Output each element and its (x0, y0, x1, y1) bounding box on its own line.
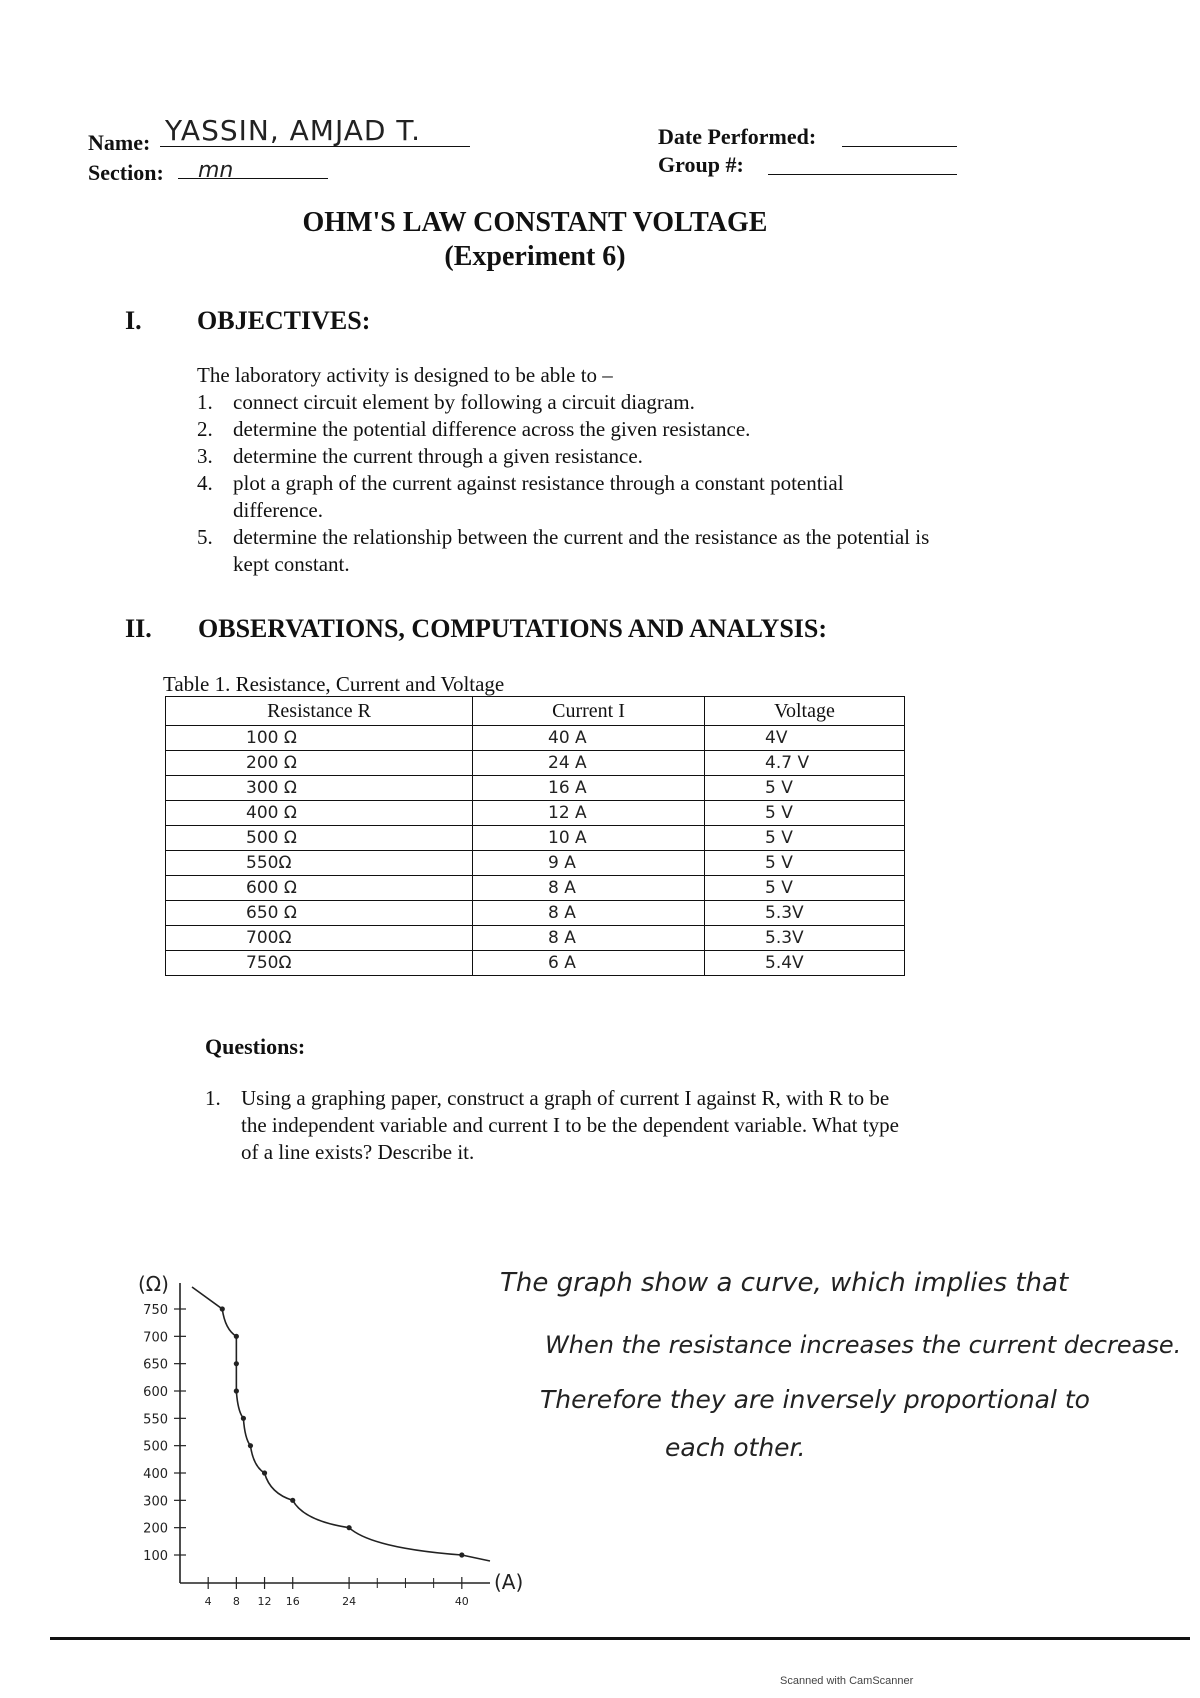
objectives-intro: The laboratory activity is designed to be able to – (197, 363, 613, 387)
col-header-resistance: Resistance R (166, 697, 473, 726)
x-tick-label: 4 (204, 1595, 212, 1608)
table-row: 400 Ω 12 A 5 V (166, 801, 905, 826)
x-unit-label: (A) (494, 1570, 524, 1594)
table-row: 100 Ω 40 A 4V (166, 726, 905, 751)
col-header-voltage: Voltage (705, 697, 905, 726)
data-point (234, 1361, 239, 1366)
objective-item: 4. plot a graph of the current against resistance through a constant potential difference. (197, 471, 844, 522)
y-tick-label: 400 (143, 1467, 168, 1482)
data-point (234, 1334, 239, 1339)
questions-heading: Questions: (205, 1034, 306, 1059)
table-caption: Table 1. Resistance, Current and Voltage (163, 672, 505, 696)
table-row: 300 Ω 16 A 5 V (166, 776, 905, 801)
question-1-text: Using a graphing paper, construct a graph of current I against R, with R to be the independent variable and current I to be the dependent variable. What type of a line exists? Describe it. (241, 1086, 899, 1164)
title-main: OHM'S LAW CONSTANT VOLTAGE (302, 207, 768, 238)
objectives-numeral: I. (125, 306, 142, 335)
objective-item: 5. determine the relationship between the current and the resistance as the potential is kept constant. (197, 525, 930, 576)
table-row: 750Ω 6 A 5.4V (166, 951, 905, 976)
table-row: 500 Ω 10 A 5 V (166, 826, 905, 851)
y-tick-label: 550 (143, 1412, 168, 1428)
x-tick-label: 12 (257, 1595, 272, 1608)
group-label: Group #: (658, 152, 744, 177)
section-label: Section: (88, 160, 164, 185)
question-1-number: 1. (205, 1086, 221, 1110)
group-underline (768, 174, 957, 175)
name-label: Name: (88, 130, 151, 155)
y-tick-label: 300 (143, 1494, 168, 1510)
y-tick-label: 700 (143, 1330, 168, 1346)
x-tick-label: 8 (232, 1595, 240, 1608)
footer-rule (50, 1637, 1190, 1640)
table-row: 550Ω 9 A 5 V (166, 851, 905, 876)
objective-item: 2. determine the potential difference across the given resistance. (197, 417, 751, 441)
section-value: mn (198, 158, 234, 183)
data-point (248, 1443, 253, 1448)
data-point (346, 1525, 351, 1530)
title-sub: (Experiment 6) (444, 241, 626, 272)
objective-item: 3. determine the current through a given resistance. (197, 444, 643, 468)
table-row: 600 Ω 8 A 5 V (166, 876, 905, 901)
y-tick-label: 600 (143, 1385, 168, 1400)
y-tick-label: 500 (143, 1439, 168, 1455)
observations-heading: OBSERVATIONS, COMPUTATIONS AND ANALYSIS: (198, 614, 828, 643)
question-1 (205, 1085, 995, 1166)
scanner-watermark: Scanned with CamScanner (780, 1675, 914, 1687)
answer-line-4: each other. (665, 1433, 806, 1462)
x-tick-label: 24 (342, 1595, 357, 1608)
data-point (241, 1416, 246, 1421)
table-row: 650 Ω 8 A 5.3V (166, 901, 905, 926)
objectives-list (197, 389, 937, 578)
page-title (0, 206, 1070, 274)
y-tick-label: 200 (143, 1521, 168, 1537)
data-point (220, 1306, 225, 1311)
data-point (290, 1498, 295, 1503)
answer-line-1: The graph show a curve, which implies that (500, 1268, 1069, 1298)
objective-item: 1. connect circuit element by following a circuit diagram. (197, 390, 695, 414)
data-point (459, 1552, 464, 1557)
data-point (234, 1388, 239, 1393)
table-row: 200 Ω 24 A 4.7 V (166, 751, 905, 776)
objectives-heading: OBJECTIVES: (197, 306, 371, 335)
answer-line-3: Therefore they are inversely proportional to (540, 1385, 1090, 1414)
date-underline (842, 146, 957, 147)
data-point (262, 1470, 267, 1475)
header (0, 0, 1200, 200)
col-header-current: Current I (473, 697, 705, 726)
table-row: 700Ω 8 A 5.3V (166, 926, 905, 951)
answer-line-2: When the resistance increases the current decrease. (545, 1331, 1182, 1359)
name-value: YASSIN, AMJAD T. (165, 114, 422, 147)
data-table (165, 696, 905, 976)
current-vs-resistance-graph (110, 1245, 550, 1620)
y-tick-label: 100 (143, 1549, 168, 1564)
data-curve (192, 1287, 490, 1561)
table-header-row (166, 697, 905, 726)
objectives-body (197, 362, 937, 578)
observations-numeral: II. (125, 614, 152, 643)
x-tick-label: 40 (454, 1595, 469, 1608)
y-tick-label: 750 (143, 1303, 168, 1318)
y-unit-label: (Ω) (138, 1272, 169, 1296)
date-label: Date Performed: (658, 124, 817, 149)
y-tick-label: 650 (143, 1357, 168, 1373)
x-tick-label: 16 (285, 1595, 300, 1608)
